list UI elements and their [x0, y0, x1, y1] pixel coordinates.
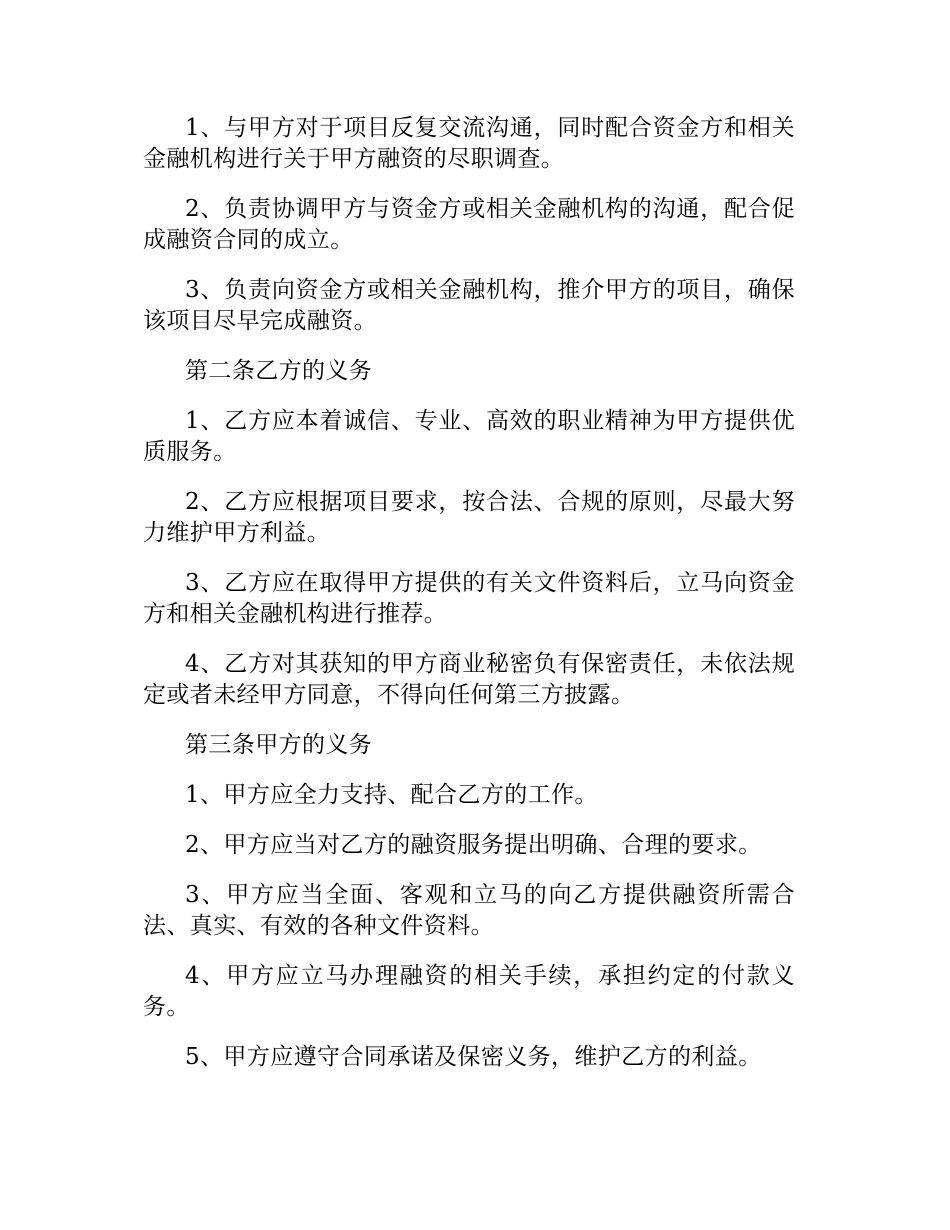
section-heading-party-b-obligations: 第二条乙方的义务: [185, 358, 373, 384]
paragraph-party-a-obligation-1: 1、甲方应全力支持、配合乙方的工作。: [185, 782, 598, 808]
paragraph-party-b-service-3: 3、负责向资金方或相关金融机构，推介甲方的项目，确保该项目尽早完成融资。: [143, 277, 795, 334]
paragraph-party-a-obligation-4: 4、甲方应立马办理融资的相关手续，承担约定的付款义务。: [143, 963, 795, 1020]
paragraph-party-a-obligation-2: 2、甲方应当对乙方的融资服务提出明确、合理的要求。: [185, 832, 762, 858]
paragraph-party-a-obligation-5: 5、甲方应遵守合同承诺及保密义务，维护乙方的利益。: [185, 1044, 762, 1070]
document-page: [143, 113, 795, 1092]
section-heading-party-a-obligations: 第三条甲方的义务: [185, 732, 373, 758]
paragraph-party-b-obligation-3: 3、乙方应在取得甲方提供的有关文件资料后，立马向资金方和相关金融机构进行推荐。: [143, 570, 795, 627]
paragraph-party-b-service-2: 2、负责协调甲方与资金方或相关金融机构的沟通，配合促成融资合同的成立。: [143, 196, 795, 253]
paragraph-party-a-obligation-3: 3、甲方应当全面、客观和立马的向乙方提供融资所需合法、真实、有效的各种文件资料。: [143, 882, 795, 939]
paragraph-party-b-obligation-1: 1、乙方应本着诚信、专业、高效的职业精神为甲方提供优质服务。: [143, 408, 795, 465]
paragraph-party-b-service-1: 1、与甲方对于项目反复交流沟通，同时配合资金方和相关金融机构进行关于甲方融资的尽职调查。: [143, 115, 795, 172]
paragraph-party-b-obligation-4: 4、乙方对其获知的甲方商业秘密负有保密责任，未依法规定或者未经甲方同意，不得向任何第三方披露。: [143, 651, 795, 708]
paragraph-party-b-obligation-2: 2、乙方应根据项目要求，按合法、合规的原则，尽最大努力维护甲方利益。: [143, 489, 795, 546]
